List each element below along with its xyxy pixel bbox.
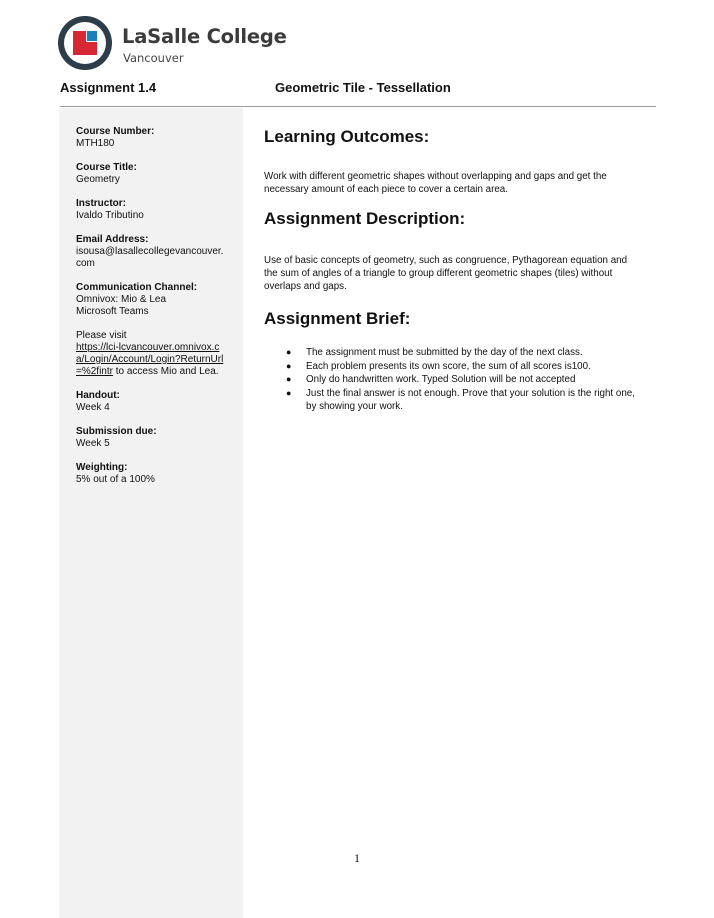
channel-label: Communication Channel: — [76, 282, 198, 293]
logo-name: LaSalle College — [122, 25, 287, 48]
learning-outcomes-text: Work with different geometric shapes without overlapping and gaps and get the necessary amount of each piece to cover a certain area. — [264, 171, 607, 195]
brief-item-text: The assignment must be submitted by the day of the next class. — [306, 347, 583, 358]
handout-label: Handout: — [76, 390, 120, 401]
logo-subtitle: Vancouver — [123, 51, 184, 65]
page-number: 1 — [354, 851, 360, 865]
lasalle-emblem-icon — [56, 14, 114, 72]
course-number-block — [76, 126, 226, 150]
visit-block — [76, 330, 226, 378]
assignment-description-heading: Assignment Description: — [264, 209, 466, 228]
course-title-block — [76, 162, 226, 186]
weighting-label: Weighting: — [76, 462, 128, 473]
assignment-description-text: Use of basic concepts of geometry, such as congruence, Pythagorean equation and the sum of angles of a triangle to group different geometric shapes (tiles) without overlaps and gaps. — [264, 255, 628, 292]
bullet-icon: ● — [286, 360, 292, 371]
bullet-icon: ● — [286, 347, 292, 357]
brief-item-text: Each problem presents its own score, the sum of all scores is100. — [306, 360, 591, 372]
document-title: Geometric Tile - Tessellation — [275, 80, 451, 95]
college-logo — [56, 14, 287, 76]
visit-suffix: to access Mio and Lea. — [112, 366, 219, 377]
course-number-label: Course Number: — [76, 126, 155, 137]
assignment-number: Assignment 1.4 — [60, 80, 157, 95]
channel-teams: Microsoft Teams — [76, 306, 149, 317]
visit-prefix: Please visit — [76, 330, 127, 341]
course-title-value: Geometry — [76, 174, 120, 185]
email-label: Email Address: — [76, 234, 149, 245]
channel-omnivox: Omnivox: Mio & Lea — [76, 294, 167, 305]
brief-item-text: Only do handwritten work. Typed Solution will be not accepted — [306, 374, 576, 385]
omnivox-login-link[interactable]: https://lci-lcvancouver.omnivox.ca/Login/Account/Login?ReturnUrl=%2fintr — [76, 342, 224, 377]
brief-item-text: Just the final answer is not enough. Prove that your solution is the right one, by showing your work. — [306, 387, 635, 412]
due-label: Submission due: — [76, 426, 157, 437]
due-value: Week 5 — [76, 438, 110, 449]
bullet-icon: ● — [286, 374, 292, 384]
learning-outcomes-heading: Learning Outcomes: — [264, 127, 430, 146]
course-title-label: Course Title: — [76, 162, 137, 173]
handout-value: Week 4 — [76, 402, 110, 413]
list-item — [286, 373, 638, 387]
course-number-value: MTH180 — [76, 138, 115, 149]
channel-block — [76, 282, 226, 318]
assignment-brief-heading: Assignment Brief: — [264, 309, 411, 328]
assignment-brief-list — [286, 346, 638, 414]
instructor-value: Ivaldo Tributino — [76, 210, 144, 221]
header-divider — [60, 106, 656, 107]
instructor-block — [76, 198, 226, 222]
bullet-icon: ● — [286, 387, 292, 398]
handout-block — [76, 390, 226, 414]
list-item — [286, 387, 638, 414]
weighting-value: 5% out of a 100% — [76, 474, 155, 485]
list-item — [286, 360, 638, 374]
weighting-block — [76, 462, 226, 486]
instructor-label: Instructor: — [76, 198, 126, 209]
course-info-sidebar — [59, 108, 243, 918]
email-value[interactable]: isousa@lasallecollegevancouver.com — [76, 246, 224, 269]
due-block — [76, 426, 226, 450]
email-block — [76, 234, 226, 270]
list-item — [286, 346, 638, 360]
